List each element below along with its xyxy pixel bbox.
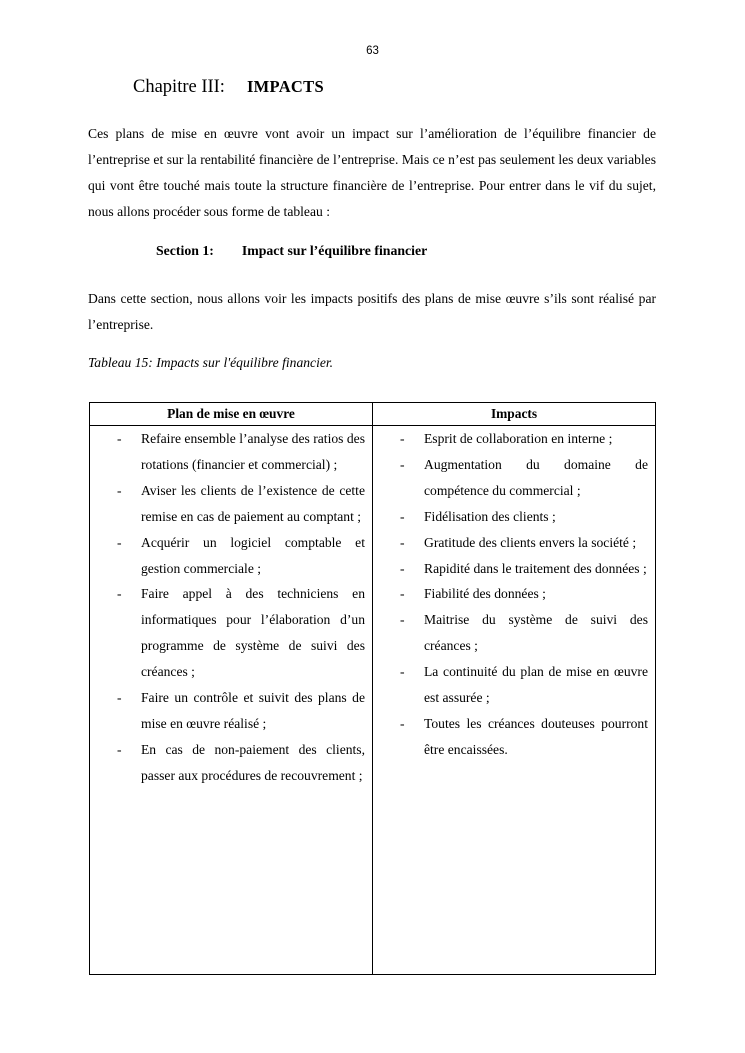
bullet-dash: -	[400, 431, 405, 446]
plan-item-text: Faire un contrôle et suivit des plans de mise en œuvre réalisé ;	[141, 690, 365, 731]
table-header-row	[90, 403, 656, 426]
header-impacts: Impacts	[373, 403, 656, 426]
plans-cell	[90, 426, 373, 975]
intro-paragraph: Ces plans de mise en œuvre vont avoir un impact sur l’amélioration de l’équilibre financier de l’entreprise et sur la rentabilité financière de l’entreprise. Mais ce n’est pas seulement les deux variables qui vont être touché mais toute la structure financière de l’entreprise. Pour entrer dans le vif du sujet, nous allons procéder sous forme de tableau :	[88, 126, 656, 219]
bullet-dash: -	[117, 690, 122, 706]
plan-item-text: En cas de non-paiement des clients, passer aux procédures de recouvrement ;	[141, 741, 365, 783]
impact-item-text: Maitrise du système de suivi des créances ;	[424, 612, 648, 654]
impact-item	[373, 452, 655, 504]
bullet-dash: -	[400, 560, 405, 576]
impact-item	[373, 426, 655, 452]
impact-item	[373, 556, 655, 582]
bullet-dash: -	[400, 508, 405, 524]
impact-item-text: Toutes les créances douteuses pourront être encaissées.	[424, 715, 648, 757]
plans-list	[90, 426, 372, 789]
impacts-table	[89, 402, 656, 975]
impact-item-text: Fiabilité des données ;	[424, 586, 546, 602]
impact-item-text: Augmentation du domaine de compétence du commercial ;	[424, 456, 648, 498]
bullet-dash: -	[117, 534, 122, 550]
bullet-dash: -	[400, 586, 405, 602]
bullet-dash: -	[400, 664, 405, 680]
plan-item	[90, 737, 372, 789]
impact-item-text: Esprit de collaboration en interne ;	[424, 431, 613, 446]
chapter-heading	[133, 77, 324, 98]
impact-item	[373, 530, 655, 556]
plan-item-text: Faire appel à des techniciens en informatiques pour l’élaboration d’un programme de système de suivi des créances ;	[141, 586, 365, 680]
page-number: 63	[366, 45, 379, 57]
impact-item	[373, 659, 655, 711]
bullet-dash: -	[117, 431, 122, 446]
plan-item	[90, 581, 372, 685]
impact-item-text: Rapidité dans le traitement des données ;	[424, 560, 647, 576]
bullet-dash: -	[117, 586, 122, 602]
bullet-dash: -	[400, 612, 405, 628]
bullet-dash: -	[400, 534, 405, 550]
bullet-dash: -	[117, 482, 122, 498]
section-heading	[156, 243, 427, 259]
impact-item-text: Gratitude des clients envers la société ;	[424, 534, 637, 550]
bullet-dash: -	[400, 715, 405, 731]
chapter-title: IMPACTS	[246, 77, 324, 96]
plan-item-text: Aviser les clients de l’existence de cette remise en cas de paiement au comptant ;	[141, 482, 365, 524]
bullet-dash: -	[117, 741, 122, 757]
plan-item	[90, 478, 372, 530]
section-label: Section 1:	[156, 243, 214, 258]
plan-item-text: Refaire ensemble l’analyse des ratios des rotations (financier et commercial) ;	[141, 431, 365, 472]
impact-item	[373, 504, 655, 530]
impact-item	[373, 607, 655, 659]
plan-item-text: Acquérir un logiciel comptable et gestion commerciale ;	[141, 534, 365, 576]
section-paragraph: Dans cette section, nous allons voir les impacts positifs des plans de mise œuvre s’ils sont réalisé par l’entreprise.	[88, 291, 656, 332]
section-title: Impact sur l’équilibre financier	[241, 243, 428, 258]
table-body-row	[90, 426, 656, 975]
chapter-label: Chapitre III:	[133, 77, 225, 97]
impact-item	[373, 581, 655, 607]
impact-item-text: Fidélisation des clients ;	[424, 508, 556, 524]
table-caption: Tableau 15: Impacts sur l'équilibre financier.	[88, 355, 334, 370]
impact-item-text: La continuité du plan de mise en œuvre est assurée ;	[424, 664, 648, 706]
plan-item	[90, 685, 372, 737]
impacts-list	[373, 426, 655, 763]
impact-item	[373, 711, 655, 763]
plan-item	[90, 530, 372, 582]
bullet-dash: -	[400, 456, 405, 472]
impacts-cell	[373, 426, 656, 975]
plan-item	[90, 426, 372, 478]
header-plan: Plan de mise en œuvre	[90, 403, 373, 426]
